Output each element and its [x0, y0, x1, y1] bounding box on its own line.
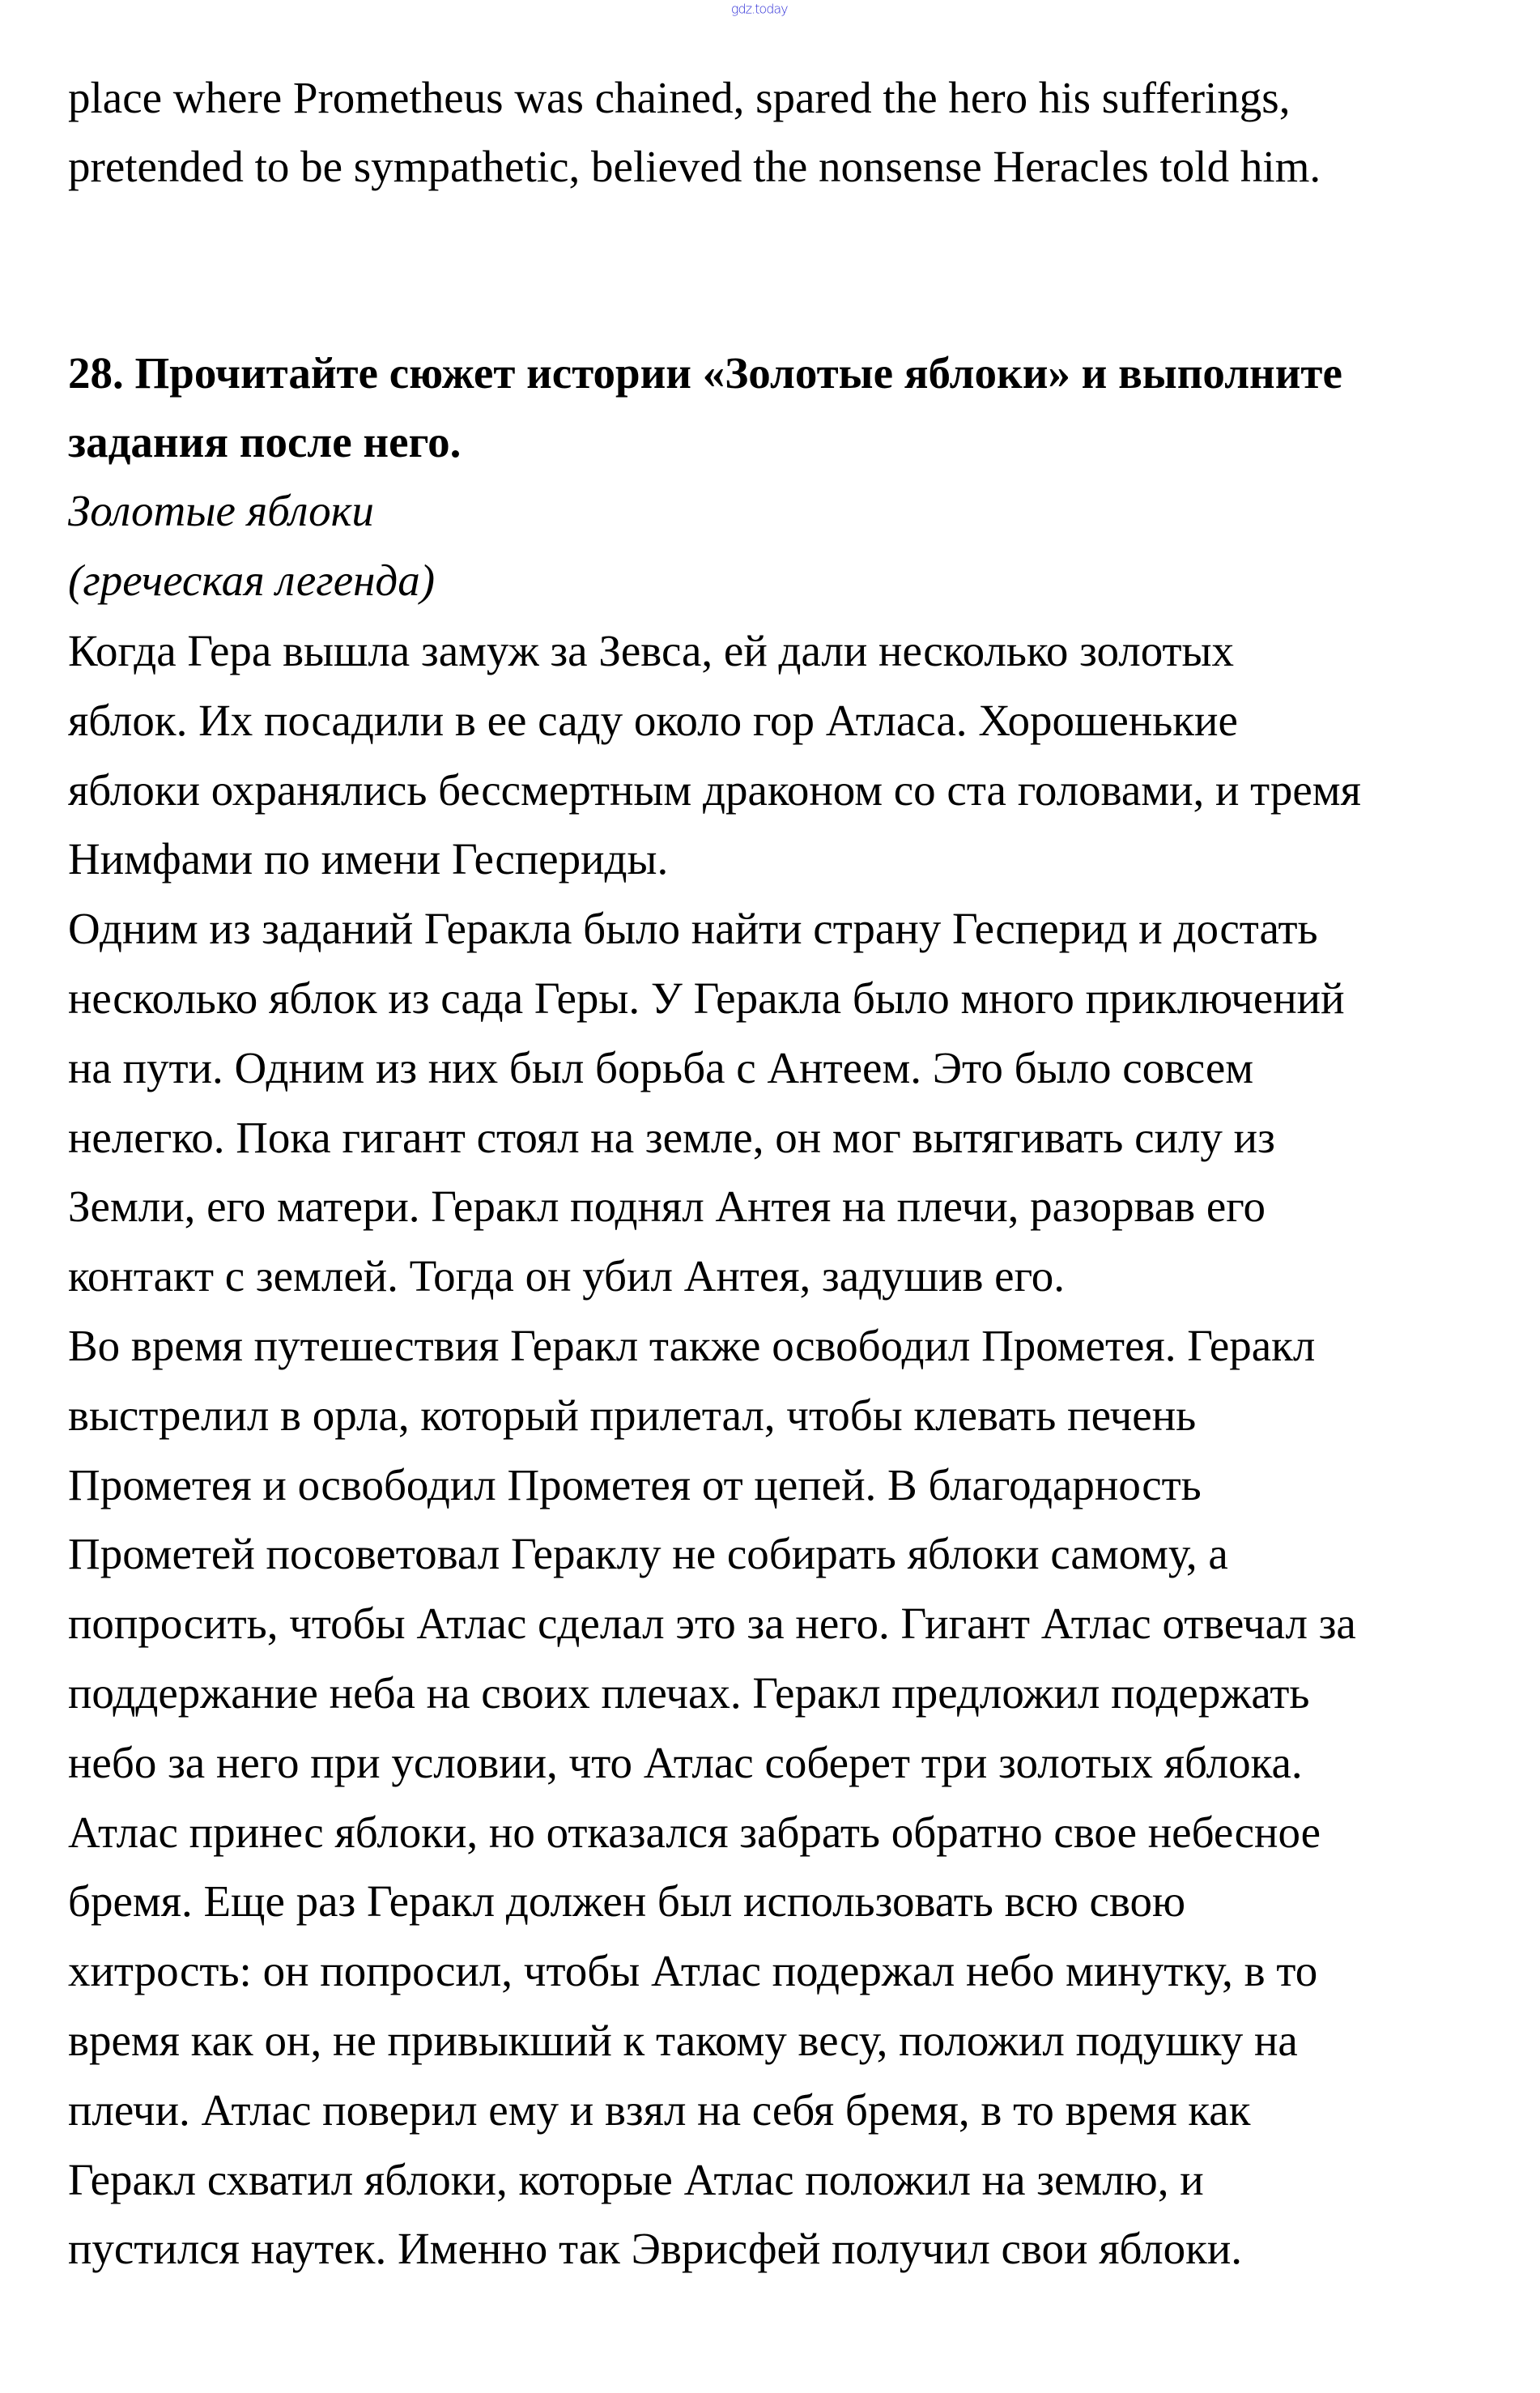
- story-line: несколько яблок из сада Геры. У Геракла было много приключений: [68, 973, 1345, 1024]
- story-line: Геракл схватил яблоки, которые Атлас положил на землю, и: [68, 2154, 1204, 2204]
- task-heading: задания после него.: [68, 416, 462, 466]
- story-title: Золотые яблоки: [68, 486, 374, 536]
- story-line: яблоки охранялись бессмертным драконом со ста головами, и тремя: [68, 764, 1361, 815]
- watermark: gdz.today: [730, 1, 788, 17]
- task-heading: 28. Прочитайте сюжет истории «Золотые яблоки» и выполните: [68, 347, 1342, 398]
- story-line: пустился наутек. Именно так Эврисфей получил свои яблоки.: [68, 2224, 1243, 2274]
- story-line: плечи. Атлас поверил ему и взял на себя бремя, в то время как: [68, 2084, 1251, 2135]
- story-line: Одним из заданий Геракла было найти страну Гесперид и достать: [68, 904, 1318, 954]
- story-line: Атлас принес яблоки, но отказался забрать обратно свое небесное: [68, 1807, 1321, 1857]
- story-line: поддержание неба на своих плечах. Геракл предложил подержать: [68, 1667, 1310, 1718]
- story-line: Прометей посоветовал Гераклу не собирать яблоки самому, а: [68, 1529, 1228, 1579]
- previous-text-line: place where Prometheus was chained, spared the hero his sufferings,: [68, 72, 1291, 122]
- story-line: Прометея и освободил Прометея от цепей. В благодарность: [68, 1459, 1202, 1509]
- story-line: Во время путешествия Геракл также освободил Прометея. Геракл: [68, 1321, 1316, 1370]
- story-line: выстрелил в орла, который прилетал, чтобы клевать печень: [68, 1390, 1197, 1440]
- story-line: Нимфами по имени Геспериды.: [68, 834, 669, 884]
- story-line: попросить, чтобы Атлас сделал это за него. Гигант Атлас отвечал за: [68, 1599, 1356, 1649]
- story-line: время как он, не привыкший к такому весу, положил подушку на: [68, 2015, 1298, 2065]
- story-line: на пути. Одним из них был борьба с Антеем. Это было совсем: [68, 1042, 1254, 1092]
- story-line: Земли, его матери. Геракл поднял Антея на плечи, разорвав его: [68, 1182, 1266, 1232]
- story-line: яблок. Их посадили в ее саду около гор Атласа. Хорошенькие: [68, 695, 1238, 745]
- story-subtitle: (греческая легенда): [68, 555, 436, 605]
- story-line: бремя. Еще раз Геракл должен был использовать всю свою: [68, 1876, 1186, 1927]
- previous-text-line: pretended to be sympathetic, believed the nonsense Heracles told him.: [68, 142, 1321, 192]
- story-line: контакт с землей. Тогда он убил Антея, задушив его.: [68, 1251, 1066, 1301]
- story-line: небо за него при условии, что Атлас соберет три золотых яблока.: [68, 1737, 1303, 1787]
- story-line: хитрость: он попросил, чтобы Атлас подержал небо минутку, в то: [68, 1946, 1318, 1996]
- story-line: нелегко. Пока гигант стоял на земле, он мог вытягивать силу из: [68, 1112, 1275, 1162]
- story-line: Когда Гера вышла замуж за Зевса, ей дали несколько золотых: [68, 626, 1234, 676]
